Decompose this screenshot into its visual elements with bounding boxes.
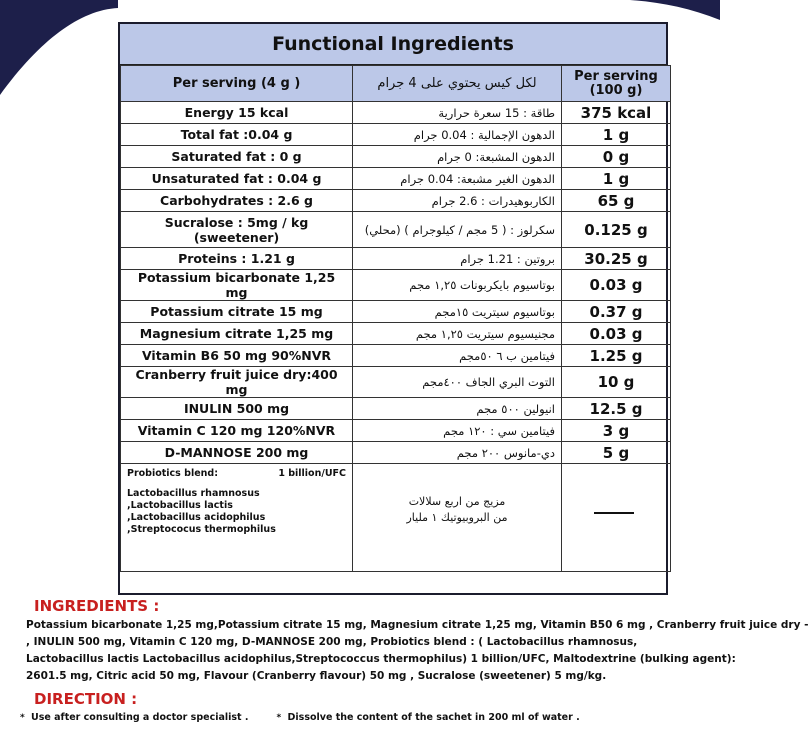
table-row: [121, 168, 671, 190]
row-english: Total fat :0.04 g: [121, 124, 353, 146]
row-value-per-100g: 10 g: [562, 367, 671, 398]
table-row: [121, 270, 671, 301]
header-per-100g-line1: Per serving: [574, 68, 658, 84]
row-value-per-100g: 0.03 g: [562, 270, 671, 301]
bullet-star-icon: *: [20, 713, 25, 723]
row-arabic: بروتين : 1.21 جرام: [353, 248, 562, 270]
functional-ingredients-panel: [118, 22, 668, 595]
row-value-per-100g: 3 g: [562, 420, 671, 442]
row-arabic: سكرلوز : ( 5 مجم / كيلوجرام ) (محلي): [353, 212, 562, 248]
table-row: [121, 102, 671, 124]
row-arabic: فيتامين ب ٦ ٥٠مجم: [353, 345, 562, 367]
table-row: [121, 146, 671, 168]
table-row: [121, 124, 671, 146]
row-arabic: التوت البري الجاف ٤٠٠مجم: [353, 367, 562, 398]
ingredients-table: [120, 65, 671, 572]
probiotics-value-cell: [562, 464, 671, 572]
direction-item: [20, 712, 249, 723]
table-row: [121, 301, 671, 323]
table-row: [121, 212, 671, 248]
row-arabic: الدهون الإجمالية : 0.04 جرام: [353, 124, 562, 146]
row-value-per-100g: 0.125 g: [562, 212, 671, 248]
table-row: [121, 345, 671, 367]
direction-list: [20, 712, 580, 723]
row-english: Carbohydrates : 2.6 g: [121, 190, 353, 212]
table-row: [121, 367, 671, 398]
probiotics-cell: [121, 464, 353, 572]
row-value-per-100g: 5 g: [562, 442, 671, 464]
row-value-per-100g: 375 kcal: [562, 102, 671, 124]
direction-item: [277, 712, 580, 723]
row-value-per-100g: 0 g: [562, 146, 671, 168]
row-english: Saturated fat : 0 g: [121, 146, 353, 168]
row-arabic: بوتاسيوم بايكربونات ١,٢٥ مجم: [353, 270, 562, 301]
row-english: Vitamin B6 50 mg 90%NVR: [121, 345, 353, 367]
row-value-per-100g: 30.25 g: [562, 248, 671, 270]
row-value-per-100g: 65 g: [562, 190, 671, 212]
probiotics-label: Probiotics blend:: [127, 468, 219, 479]
probiotics-amount: 1 billion/UFC: [278, 468, 346, 479]
row-value-per-100g: 12.5 g: [562, 398, 671, 420]
row-arabic: الكاربوهيدرات : 2.6 جرام: [353, 190, 562, 212]
ingredients-heading: INGREDIENTS :: [34, 597, 160, 615]
table-row: [121, 248, 671, 270]
decorative-swoosh-right: [630, 0, 720, 20]
row-english: Cranberry fruit juice dry:400 mg: [121, 367, 353, 398]
row-english: Proteins : 1.21 g: [121, 248, 353, 270]
row-english: Magnesium citrate 1,25 mg: [121, 323, 353, 345]
row-english: Vitamin C 120 mg 120%NVR: [121, 420, 353, 442]
ingredients-line: , INULIN 500 mg, Vitamin C 120 mg, D-MANNOSE 200 mg, Probiotics blend : ( Lactobacillus rhamnosus,: [26, 636, 638, 648]
probiotics-arabic-cell: [353, 464, 562, 572]
probiotics-row: [121, 464, 671, 572]
bullet-star-icon: *: [276, 713, 282, 723]
header-per-serving: Per serving (4 g ): [121, 66, 353, 102]
ingredients-text: [26, 617, 808, 685]
row-english: Sucralose : 5mg / kg (sweetener): [121, 212, 353, 248]
ingredients-line: Lactobacillus lactis Lactobacillus acidophilus,Streptococcus thermophilus) 1 billion/UFC, Maltodextrine (bulking agent):: [26, 653, 736, 665]
probiotics-strains: Lactobacillus rhamnosus ,Lactobacillus lactis ,Lactobacillus acidophilus ,Streptococus thermophilus: [127, 488, 276, 535]
row-english: Energy 15 kcal: [121, 102, 353, 124]
direction-heading: DIRECTION :: [34, 690, 138, 708]
row-value-per-100g: 0.03 g: [562, 323, 671, 345]
table-header-row: [121, 66, 671, 102]
row-english: Unsaturated fat : 0.04 g: [121, 168, 353, 190]
row-value-per-100g: 0.37 g: [562, 301, 671, 323]
header-arabic: لكل كيس يحتوي على 4 جرام: [353, 66, 562, 102]
row-value-per-100g: 1.25 g: [562, 345, 671, 367]
row-value-per-100g: 1 g: [562, 124, 671, 146]
table-row: [121, 442, 671, 464]
table-row: [121, 398, 671, 420]
row-english: INULIN 500 mg: [121, 398, 353, 420]
table-row: [121, 190, 671, 212]
probiotics-arabic-line1: مزيج من اربع سلالات: [408, 495, 506, 508]
direction-item-text: Use after consulting a doctor specialist .: [31, 712, 249, 723]
row-arabic: الدهون الغير مشبعة: 0.04 جرام: [353, 168, 562, 190]
row-arabic: دي-مانوس ٢٠٠ مجم: [353, 442, 562, 464]
header-per-100g: [562, 66, 671, 102]
row-english: Potassium citrate 15 mg: [121, 301, 353, 323]
ingredients-line: Potassium bicarbonate 1,25 mg,Potassium citrate 15 mg, Magnesium citrate 1,25 mg, Vitamin B50 6 mg , Cranberry fruit juice dry -: [26, 619, 808, 631]
header-per-100g-line2: (100 g): [589, 82, 643, 98]
ingredients-table-body: [121, 102, 671, 572]
row-arabic: مجنيسيوم سيتريت ١,٢٥ مجم: [353, 323, 562, 345]
row-english: D-MANNOSE 200 mg: [121, 442, 353, 464]
row-arabic: طاقة : 15 سعرة حرارية: [353, 102, 562, 124]
row-arabic: الدهون المشبعة: 0 جرام: [353, 146, 562, 168]
panel-title: Functional Ingredients: [120, 24, 666, 65]
direction-item-text: Dissolve the content of the sachet in 200 ml of water .: [287, 712, 580, 723]
row-arabic: بوتاسيوم سيتريت ١٥مجم: [353, 301, 562, 323]
row-english: Potassium bicarbonate 1,25 mg: [121, 270, 353, 301]
ingredients-line: 2601.5 mg, Citric acid 50 mg, Flavour (Cranberry flavour) 50 mg , Sucralose (sweetener) 5 mg/kg.: [26, 670, 607, 682]
row-arabic: فيتامين سي : ١٢٠ مجم: [353, 420, 562, 442]
row-arabic: انيولين ٥٠٠ مجم: [353, 398, 562, 420]
table-row: [121, 420, 671, 442]
row-value-per-100g: 1 g: [562, 168, 671, 190]
probiotics-arabic-line2: من البروبيوتيك ١ مليار: [406, 511, 508, 524]
table-row: [121, 323, 671, 345]
probiotics-dash: [594, 512, 634, 514]
